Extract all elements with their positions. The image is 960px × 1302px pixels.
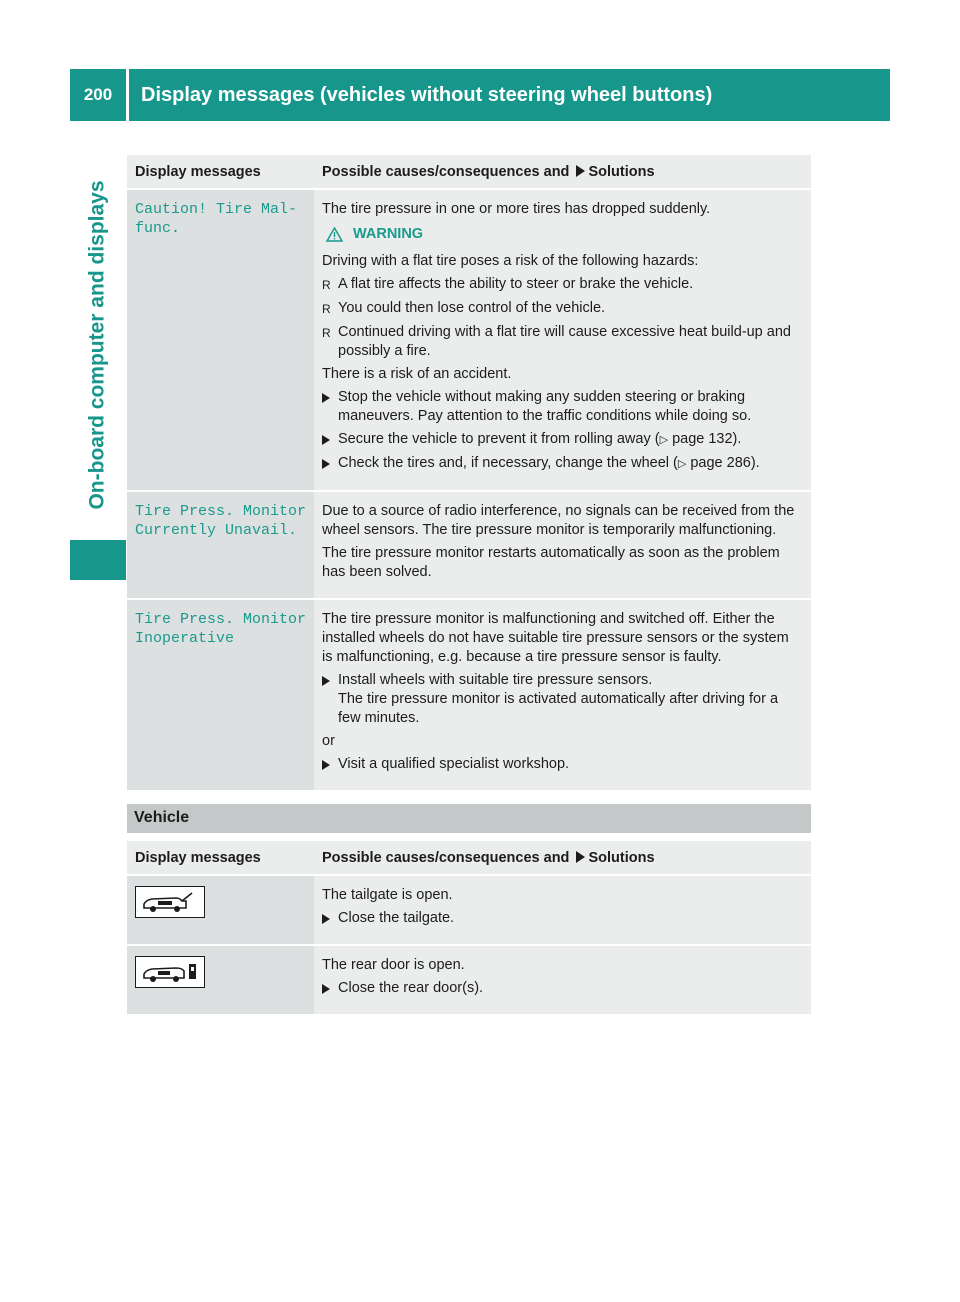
side-tab [76,150,120,540]
warning-triangle-icon [326,227,343,242]
step-arrow-icon [322,393,330,403]
table-row [127,190,811,490]
step-arrow-icon [322,435,330,445]
tailgate-open-icon [135,886,205,918]
table-header-row [127,155,811,188]
instruction-step: Stop the vehicle without making any sudden steering or braking maneuvers. Pay attention to the traffic conditions while doing so. [322,388,803,426]
table-header-row [127,841,811,874]
step-arrow-icon [576,165,585,177]
message-description: The tailgate is open. Close the tailgate. [314,876,811,944]
step-arrow-icon [322,459,330,469]
step-arrow-icon [322,760,330,770]
message-description: The tire pressure monitor is malfunctioning and switched off. Either the installed wheels do not have suitable tire pressure sensors or the system is malfunctioning, e.g. because a tire pressure sensor is faulty. Install wheels with suitable tire pressure sensors. The tire pressure monitor is activated automatically after driving for a few minutes. or Visit a qualified specialist workshop. [314,600,811,790]
list-item: R Continued driving with a flat tire will cause excessive heat build-up and possibly a fire. [322,324,791,359]
col-header-messages: Display messages [135,850,261,866]
table-row [127,946,811,1014]
table-row [127,876,811,944]
instruction-step: Check the tires and, if necessary, change the wheel (▷ page 286). [322,454,803,474]
instruction-step: Secure the vehicle to prevent it from rolling away (▷ page 132). [322,430,803,450]
instruction-step: Close the tailgate. [322,909,803,928]
list-item: R A flat tire affects the ability to steer or brake the vehicle. [322,276,694,292]
table-row [127,492,811,598]
col-header-messages: Display messages [135,164,261,180]
instruction-step: Close the rear door(s). [322,979,803,998]
instruction-step: Install wheels with suitable tire pressure sensors. The tire pressure monitor is activated automatically after driving for a few minutes. [322,671,803,728]
step-arrow-icon [576,851,585,863]
col-header-causes: Possible causes/consequences and Solutions [322,164,655,180]
header-divider [126,69,129,121]
message-code: Tire Press. Monitor Inoperative [135,611,307,647]
col-header-causes: Possible causes/consequences and Solutions [322,850,655,866]
page-title: Display messages (vehicles without steering wheel buttons) [141,83,713,106]
page-ref-link[interactable]: page 286). [690,455,760,471]
rear-door-open-icon [135,956,205,988]
display-messages-table [127,155,811,790]
message-description: The tire pressure in one or more tires has dropped suddenly. WARNING Driving with a flat tire poses a risk of the following hazards: R A flat tire affects the ability to steer or brake the vehicle. R You could then lose control of the vehicle. R Continued driving with a flat tire will cause excessive heat build-up and possibly a fire. There is a risk of an accident. Stop the vehicle without making any sudden steering or braking maneuvers. Pay attention to the traffic conditions while doing so. Secure the vehicle to prevent it from rolling away (▷ page 132). Check the tires and, if necessary, change the wheel (▷ page 286). [314,190,811,490]
page-ref-icon: ▷ [677,458,687,470]
message-description: Due to a source of radio interference, no signals can be received from the wheel sensors. The tire pressure monitor is temporarily malfunctioning. The tire pressure monitor restarts automatically as soon as the problem has been solved. [322,503,795,580]
page-ref-icon: ▷ [659,434,669,446]
step-arrow-icon [322,914,330,924]
message-code: Caution! Tire Mal‑ func. [135,201,298,237]
side-tab-label: On-board computer and displays [86,180,109,510]
message-description: The rear door is open. Close the rear door(s). [314,946,811,1014]
instruction-step: Visit a qualified specialist workshop. [322,755,803,774]
section-heading: Vehicle [127,804,811,833]
page-number: 200 [83,85,113,104]
vehicle-messages-table [127,841,811,1014]
message-code: Tire Press. Monitor Currently Unavail. [135,503,307,539]
page-ref-link[interactable]: page 132). [672,431,742,447]
step-arrow-icon [322,984,330,994]
step-arrow-icon [322,676,330,686]
warning-label: WARNING [326,225,803,244]
side-marker [70,540,126,580]
table-row [127,600,811,790]
list-item: R You could then lose control of the vehicle. [322,300,606,316]
